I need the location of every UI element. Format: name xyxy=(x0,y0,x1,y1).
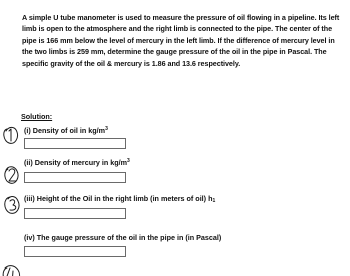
handwritten-mark-3 xyxy=(5,197,19,214)
question-2-sup: 3 xyxy=(127,158,130,164)
question-4-text: (iv) The gauge pressure of the oil in the pipe in (in Pascal) xyxy=(24,233,222,242)
question-1-sup: 3 xyxy=(105,126,108,132)
question-3-sub: 1 xyxy=(212,198,216,204)
problem-statement: A simple U tube manometer is used to measure the pressure of oil flowing in a pipeline. Its left limb is open to the atmosphere and the right limb is connected to the pipe. The center of the pipe is 166 mm below the level of mercury in the left limb. If the difference of mercury level in the two limbs is 259 mm, determine the gauge pressure of the oil in the pipe in Pascal. The specific gravity of the oil & mercury is 1.86 and 13.6 respectively. xyxy=(22,13,340,68)
handwritten-mark-2 xyxy=(5,167,18,184)
answer-field-2[interactable] xyxy=(24,172,126,183)
question-2-label xyxy=(24,158,130,167)
question-4-label xyxy=(24,233,221,242)
handwritten-mark-4 xyxy=(3,266,19,276)
question-3-label xyxy=(24,194,215,204)
answer-field-1[interactable] xyxy=(24,138,126,149)
solution-heading: Solution: xyxy=(21,112,53,121)
question-2-text: (ii) Density of mercury in kg/m xyxy=(24,158,128,167)
answer-field-3[interactable] xyxy=(24,208,126,219)
question-3-text: (iii) Height of the Oil in the right limb (in meters of oil) h xyxy=(24,194,213,203)
handwritten-mark-1 xyxy=(4,127,18,143)
answer-field-4[interactable] xyxy=(24,246,126,257)
question-1-text: (i) Density of oil in kg/m xyxy=(24,126,106,135)
question-1-label xyxy=(24,126,108,135)
